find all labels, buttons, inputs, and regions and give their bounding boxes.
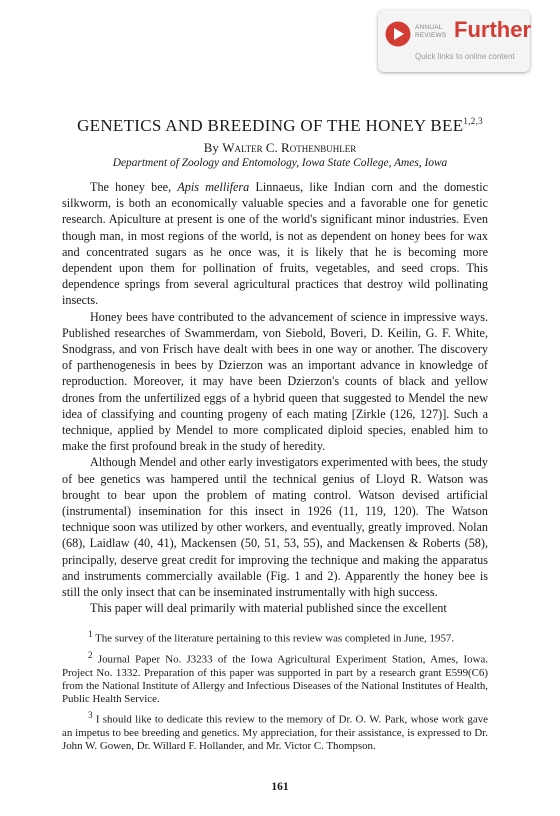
- paragraph-1: [62, 179, 488, 309]
- footnote-1-mark: 1: [88, 629, 93, 639]
- annual-reviews-logo-icon: [385, 21, 411, 47]
- author-by: By: [203, 140, 219, 155]
- page-number: 161: [271, 781, 289, 793]
- footnote-1-text: The survey of the literature pertaining to this review was completed in June, 1957.: [92, 632, 455, 645]
- further-links-badge[interactable]: [378, 10, 530, 72]
- badge-brand-line2: REVIEWS: [415, 31, 447, 39]
- footnotes: [62, 628, 488, 757]
- footnote-2: [62, 649, 488, 706]
- badge-brand-text: [415, 24, 446, 39]
- article-title: [0, 116, 560, 136]
- paragraph-2: Honey bees have contributed to the advancement of science in impressive ways. Published researches of Swammerdam, von Siebold, Boveri, D. Keilin, G. F. White, Snodgrass, and von Frisch have dealt with bees in one way or another. The discovery of parthenogenesis in bees by Dzierzon was an important advance in knowledge of reproduction. Moreover, it may have been Dzierzon's counts of black and yellow drones from the unfertilized eggs of a hybrid queen that suggested to Mendel the new idea of classifying and counting progeny of each mating [Zirkle (126, 127)]. Such a technique, applied by Mendel to more complicated diploid species, enabled him to make the first profound break in the study of heredity.: [62, 309, 488, 454]
- footnote-1: [62, 628, 488, 646]
- footnote-3: [62, 709, 488, 753]
- title-footnote-refs: 1,2,3: [463, 116, 483, 126]
- footnote-2-text: Journal Paper No. J3233 of the Iowa Agricultural Experiment Station, Ames, Iowa. Project No. 1332. Preparation of this paper was supported in part by a research grant E599(C6) from the National Institute of Allergy and Infectious Diseases of the National Institutes of Health, Public Health Service.: [62, 653, 488, 706]
- badge-subtitle: Quick links to online content: [415, 52, 515, 61]
- affiliation: Department of Zoology and Entomology, Iowa State College, Ames, Iowa: [112, 157, 448, 169]
- author-name: Walter C. Rothenbuhler: [222, 140, 357, 155]
- badge-further-label: Further: [454, 17, 531, 42]
- footnote-3-text: I should like to dedicate this review to the memory of Dr. O. W. Park, whose work gave an impetus to bee breeding and genetics. My appreciation, for their assistance, is expressed to Dr. John W. Gowen, Dr. Willard F. Hollander, and Mr. Victor C. Thompson.: [62, 713, 488, 753]
- species-name: Apis mellifera: [177, 180, 250, 194]
- paragraph-1-text-b: Linnaeus, like Indian corn and the domestic silkworm, is both an economically valuable species and a favorable one for genetic research. Apiculture at present is one of the world's significant minor industries. Even though man, in most regions of the world, is not as dependent on honey bees for wax and concentrated sugars as he once was, it is likely that he is becoming more dependent upon them for pollination of fruits, vegetables, and seed crops. This dependence springs from several agricultural practices that destroy wild pollinating insects.: [62, 180, 488, 308]
- footnote-2-mark: 2: [88, 649, 93, 660]
- footnote-3-mark: 3: [88, 710, 93, 721]
- paragraph-3: Although Mendel and other early investigators experimented with bees, the study of bee genetics was hampered until the technical genius of Lloyd R. Watson was brought to bear upon the problem of mating control. Watson devised artificial (instrumental) insemination for this insect in 1926 (11, 119, 120). The Watson technique soon was utilized by other workers, and eventually, greatly improved. Nolan (68), Laidlaw (40, 41), Mackensen (50, 51, 53, 55), and Mackensen & Roberts (58), principally, deserve great credit for improving the technique and making the apparatus and instruments commercially available (Fig. 1 and 2). Apparently the honey bee is still the only insect that can be inseminated instrumentally with high success.: [62, 455, 488, 600]
- article-title-text: GENETICS AND BREEDING OF THE HONEY BEE: [77, 116, 464, 135]
- author-line: [0, 140, 560, 156]
- badge-brand-line1: ANNUAL: [415, 24, 443, 31]
- paragraph-4: This paper will deal primarily with material published since the excellent: [90, 601, 447, 616]
- paragraph-1-text-a: The honey bee,: [90, 180, 178, 194]
- article-body: [62, 179, 488, 616]
